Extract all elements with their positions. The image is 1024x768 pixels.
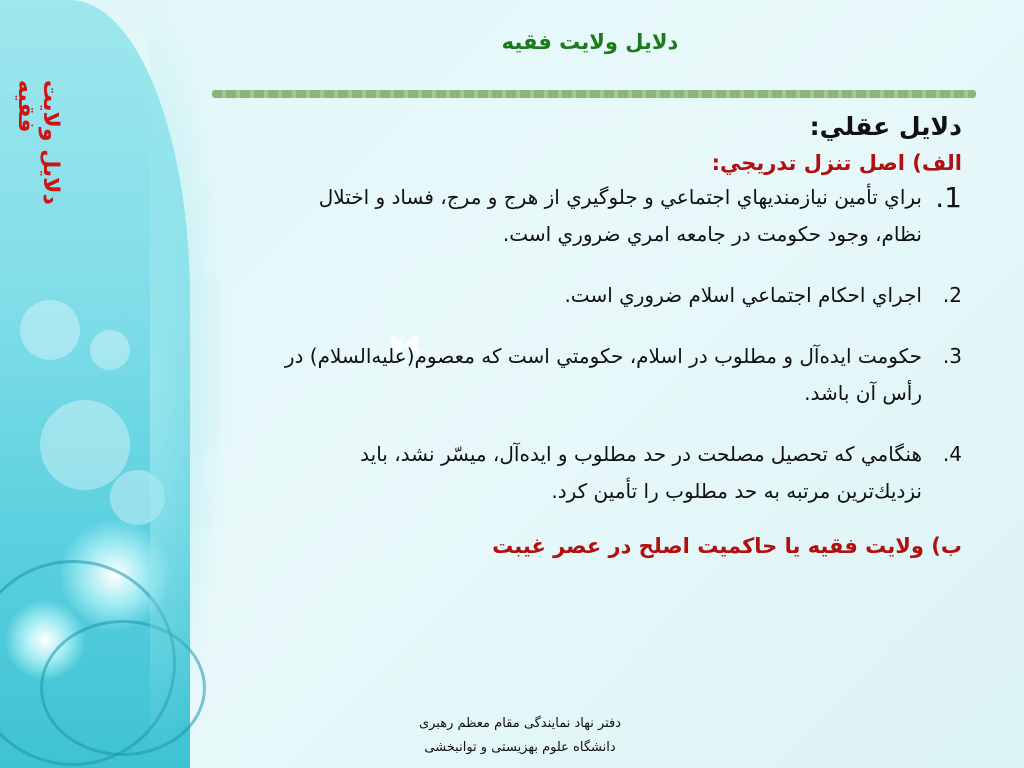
list-item xyxy=(202,436,962,510)
item-text: اجراي احكام اجتماعي اسلام ضروري است. xyxy=(564,283,922,307)
slide-content xyxy=(202,112,962,558)
section-title: دلايل عقلي: xyxy=(809,112,962,141)
footer-line-2: دانشگاه علوم بهزیستی و توانبخشی xyxy=(424,740,616,755)
footer-line-1: دفتر نهاد نمایندگی مقام معظم رهبری xyxy=(418,716,622,731)
header-title: دلايل ولايت فقيه xyxy=(501,30,679,54)
item-text: حكومت ايده‌آل و مطلوب در اسلام، حكومتي است كه معصوم(عليه‌السلام) در رأس آن باشد. xyxy=(284,344,922,405)
item-number: 4. xyxy=(942,442,962,466)
subsection-a-title: الف) اصل تنزل تدريجي: xyxy=(711,151,962,175)
list-item xyxy=(202,277,962,314)
side-title: دلايل ولايت فقيه xyxy=(13,80,63,205)
footer xyxy=(380,712,660,760)
header-divider xyxy=(212,90,976,98)
list-item xyxy=(202,338,962,412)
item-number: 2. xyxy=(942,283,962,307)
subsection-b-title: ب) ولايت فقيه يا حاكميت اصلح در عصر غيبت xyxy=(492,534,962,558)
item-number: 3. xyxy=(942,344,962,368)
item-text: براي تأمين نيازمنديهاي اجتماعي و جلوگيري از هرج و مرج، فساد و اختلال نظام، وجود حكومت در جامعه امري ضروري است. xyxy=(318,185,922,246)
item-number: 1. xyxy=(935,181,962,214)
item-text: هنگامي كه تحصيل مصلحت در حد مطلوب و ايده‌آل، ميسّر نشد، بايد نزديك‌ترين مرتبه به حد مطلوب را تأمين كرد. xyxy=(360,442,922,503)
list-item xyxy=(202,179,962,253)
